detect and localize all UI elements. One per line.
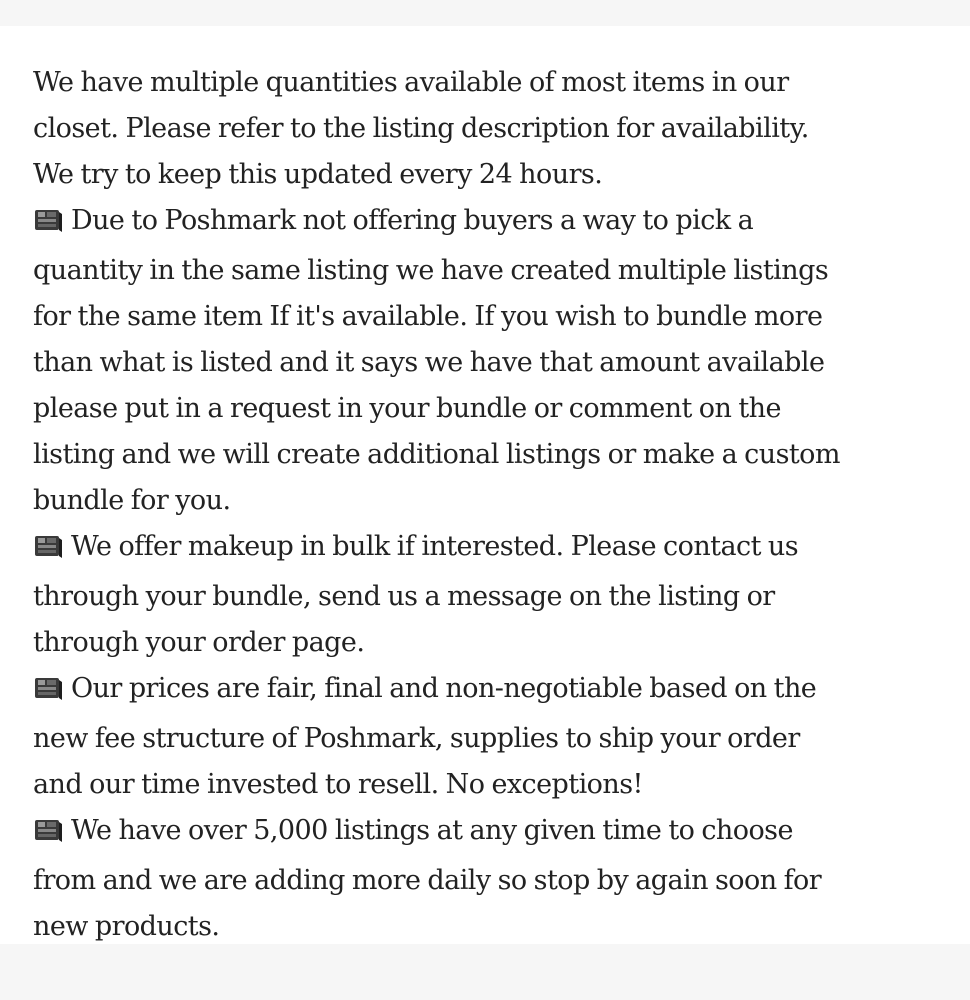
prices-paragraph [33,666,953,808]
paragraph-text: Our prices are fair, final and non-negotiable based on the new fee structure of Poshmark, supplies to ship your order and our time invested to resell. No exceptions! [33,673,817,800]
intro-paragraph [33,60,953,198]
paragraph-text: Due to Poshmark not offering buyers a way to pick a quantity in the same listing we have created multiple listings for the same item If it's available. If you wish to bundle more than what is listed and it says we have that amount available please put in a request in your bundle or comment on the listing and we will create additional listings or make a custom bundle for you. [33,205,840,516]
listings-paragraph [33,808,953,950]
bulk-paragraph [33,524,953,666]
book-icon [33,670,63,716]
book-icon [33,528,63,574]
notice-page [0,26,970,944]
paragraph-text: We offer makeup in bulk if interested. Please contact us through your bundle, send us a message on the listing or through your order page. [33,531,799,658]
book-icon [33,812,63,858]
paragraph-text: We have multiple quantities available of most items in our closet. Please refer to the listing description for availability. We try to keep this updated every 24 hours. [33,67,809,190]
notice-body [33,60,953,950]
book-icon [33,202,63,248]
paragraph-text: We have over 5,000 listings at any given time to choose from and we are adding more daily so stop by again soon for new products. [33,815,822,942]
bundle-paragraph [33,198,953,524]
